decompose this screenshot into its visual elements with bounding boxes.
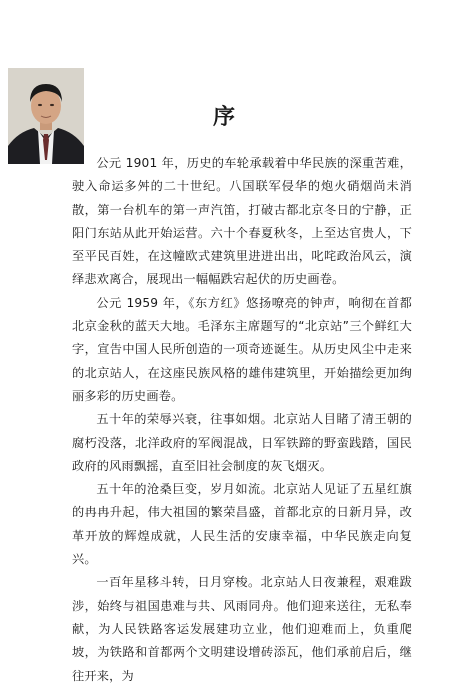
paragraph: 五十年的沧桑巨变，岁月如流。北京站人见证了五星红旗的冉冉升起，伟大祖国的繁荣昌盛，首都北京的日新月异，改革开放的辉煌成就，人民生活的安康幸福，中华民族走向复兴。: [72, 482, 412, 567]
paragraph: 五十年的荣辱兴衰，往事如烟。北京站人目睹了清王朝的腐朽没落，北洋政府的军阀混战，日军铁蹄的野蛮践踏，国民政府的风雨飘摇，直至旧社会制度的灰飞烟灭。: [72, 412, 412, 473]
paragraph: 一百年星移斗转，日月穿梭。北京站人日夜兼程，艰难跋涉，始终与祖国患难与共、风雨同舟。他们迎来送往，无私奉献，为人民铁路客运发展建功立业，他们迎难而上，负重爬坡，为铁路和首都两个文明建设增砖添瓦，他们承前启后，继往开来，为: [72, 575, 412, 683]
preface-title: 序: [212, 104, 237, 130]
paragraph: 公元 1901 年，历史的车轮承载着中华民族的深重苦难，驶入命运多舛的二十世纪。八国联军侵华的炮火硝烟尚未消散，第一台机车的第一声汽笛，打破古都北京冬日的宁静，正阳门东站从此开始运营。六十个春夏秋冬，上至达官贵人，下至平民百姓，在这幢欧式建筑里进进出出，叱咤政治风云，演绎悲欢离合，展现出一幅幅跌宕起伏的历史画卷。: [72, 156, 412, 287]
paragraph: 公元 1959 年，《东方红》悠扬嘹亮的钟声，响彻在首都北京金秋的蓝天大地。毛泽东主席题写的“北京站”三个鲜红大字，宣告中国人民所创造的一项奇迹诞生。从历史风尘中走来的北京站人，在这座民族风格的雄伟建筑里，开始描绘更加绚丽多彩的历史画卷。: [72, 295, 412, 403]
preface-body: [72, 152, 412, 688]
